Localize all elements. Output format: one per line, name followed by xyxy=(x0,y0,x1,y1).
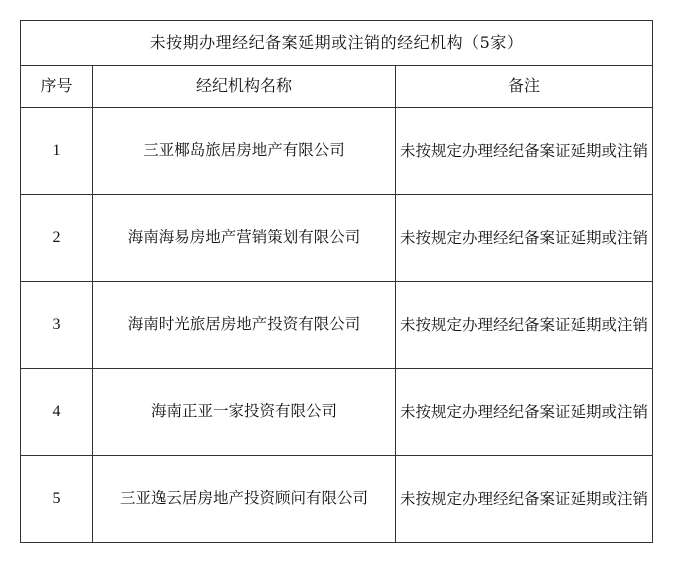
row-note: 未按规定办理经纪备案证延期或注销 xyxy=(396,195,653,282)
row-note: 未按规定办理经纪备案证延期或注销 xyxy=(396,369,653,456)
row-number: 2 xyxy=(21,195,93,282)
row-note: 未按规定办理经纪备案证延期或注销 xyxy=(396,108,653,195)
header-name: 经纪机构名称 xyxy=(93,66,396,108)
table-title: 未按期办理经纪备案延期或注销的经纪机构（5家） xyxy=(21,21,653,66)
title-row xyxy=(21,21,653,66)
table-row xyxy=(21,282,653,369)
table-row xyxy=(21,195,653,282)
row-number: 4 xyxy=(21,369,93,456)
table-row xyxy=(21,369,653,456)
agency-table xyxy=(20,20,653,543)
row-note: 未按规定办理经纪备案证延期或注销 xyxy=(396,282,653,369)
row-number: 3 xyxy=(21,282,93,369)
header-number: 序号 xyxy=(21,66,93,108)
header-note: 备注 xyxy=(396,66,653,108)
agency-name: 海南海易房地产营销策划有限公司 xyxy=(93,195,396,282)
row-note: 未按规定办理经纪备案证延期或注销 xyxy=(396,456,653,543)
document-sheet xyxy=(20,20,652,543)
row-number: 5 xyxy=(21,456,93,543)
header-row xyxy=(21,66,653,108)
agency-name: 三亚逸云居房地产投资顾问有限公司 xyxy=(93,456,396,543)
table-row xyxy=(21,108,653,195)
agency-name: 海南时光旅居房地产投资有限公司 xyxy=(93,282,396,369)
agency-name: 海南正亚一家投资有限公司 xyxy=(93,369,396,456)
row-number: 1 xyxy=(21,108,93,195)
agency-name: 三亚椰岛旅居房地产有限公司 xyxy=(93,108,396,195)
table-row xyxy=(21,456,653,543)
